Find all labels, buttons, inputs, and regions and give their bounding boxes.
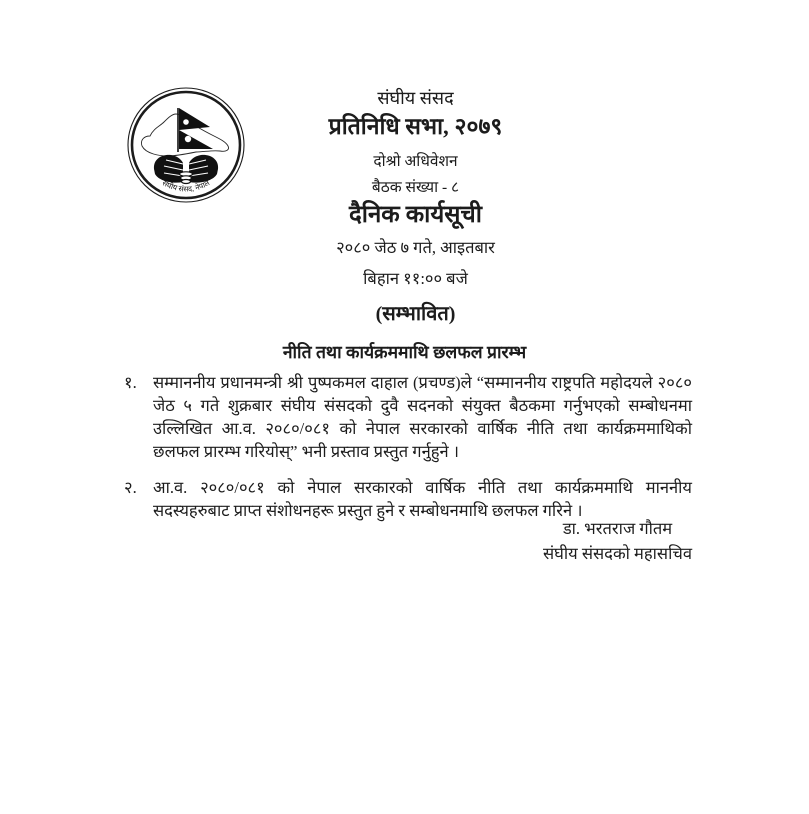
document-header — [0, 87, 809, 327]
tentative-label: (सम्भावित) — [375, 303, 456, 325]
house-title: प्रतिनिधि सभा, २०७९ — [328, 114, 503, 139]
meeting-time: बिहान ११:०० बजे — [363, 269, 468, 288]
agenda-list — [124, 371, 692, 535]
agenda-section-title: नीति तथा कार्यक्रममाथि छलफल प्रारम्भ — [282, 342, 527, 362]
agenda-item-number: २. — [124, 478, 137, 497]
agenda-item-text: आ.व. २०८०/०८१ को नेपाल सरकारको वार्षिक नीति तथा कार्यक्रममाथि माननीय सदस्यहरुबाट प्राप्त संशोधनहरू प्रस्तुत हुने र सम्बोधनमाथि छलफल गरिने । — [153, 478, 692, 520]
session-label: दोश्रो अधिवेशन — [373, 153, 458, 170]
agenda-item-1 — [124, 371, 692, 463]
meeting-number: बैठक संख्या - ८ — [371, 179, 460, 196]
signature-block — [543, 516, 692, 566]
agenda-item-number: १. — [124, 373, 137, 392]
logo-caption: संघीय संसद, नेपाल — [160, 178, 212, 194]
signatory-title: संघीय संसदको महासचिव — [543, 544, 692, 563]
agenda-item-text: सम्माननीय प्रधानमन्त्री श्री पुष्पकमल दाहाल (प्रचण्ड)ले “सम्माननीय राष्ट्रपति महोदयले २०८० जेठ ५ गते शुक्रबार संघीय संसदको दुवै सदनको संयुक्त बैठकमा गर्नुभएको सम्बोधनमा उल्लिखित आ.व. २०८०/०८१ को नेपाल सरकारको वार्षिक नीति तथा कार्यक्रममाथिको छलफल प्रारम्भ गरियोस्” भनी प्रस्ताव प्रस्तुत गर्नुहुने । — [153, 373, 692, 461]
signatory-name: डा. भरतराज गौतम — [562, 519, 673, 538]
meeting-date: २०८० जेठ ७ गते, आइतबार — [336, 238, 495, 257]
org-name: संघीय संसद — [377, 88, 454, 108]
document-title: दैनिक कार्यसूची — [349, 202, 482, 228]
